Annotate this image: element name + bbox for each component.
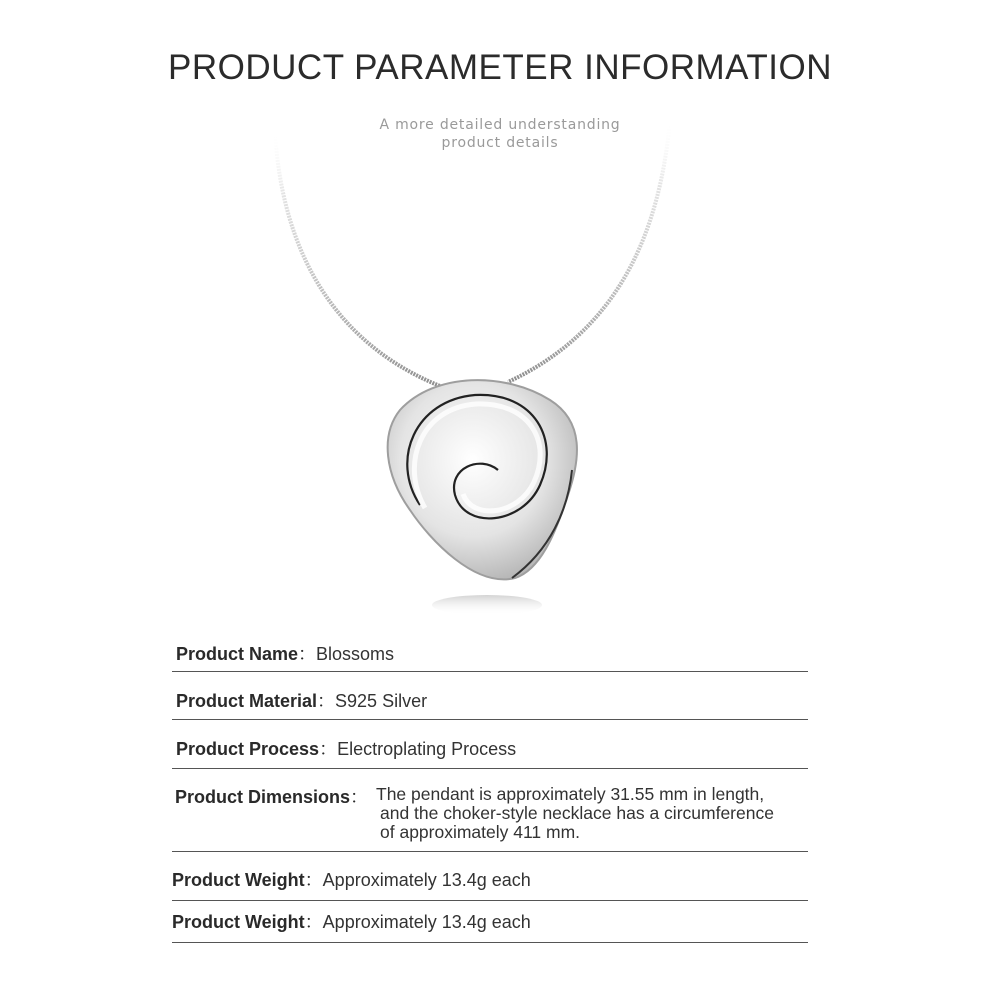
- param-separator: ：: [298, 644, 317, 664]
- param-value-multiline: [376, 785, 816, 842]
- necklace-pendant-image: [250, 110, 750, 630]
- pendant-reflection: [432, 595, 542, 615]
- param-separator: ：: [317, 691, 336, 711]
- param-value-line: The pendant is approximately 31.55 mm in length,: [376, 784, 765, 804]
- param-value: Electroplating Process: [337, 739, 517, 759]
- param-separator: ：: [319, 739, 338, 759]
- param-row-weight-duplicate: [172, 908, 808, 943]
- param-value-line: of approximately 411 mm.: [380, 822, 581, 842]
- param-row-dimensions: [172, 783, 808, 852]
- param-value-line: and the choker-style necklace has a circumference: [380, 803, 774, 823]
- param-label: Product Material: [176, 691, 318, 711]
- param-value: Approximately 13.4g each: [322, 870, 531, 890]
- param-label: Product Process: [176, 739, 320, 759]
- chain-left: [275, 130, 445, 388]
- chain-right: [508, 120, 670, 382]
- param-label: Product Name: [176, 644, 299, 664]
- param-separator: ：: [304, 912, 323, 932]
- param-value: S925 Silver: [335, 691, 428, 711]
- param-row-process: [172, 735, 808, 769]
- param-separator: ：: [304, 870, 323, 890]
- param-label: Product Dimensions: [175, 787, 351, 807]
- param-separator: ：: [350, 787, 369, 807]
- subtitle-line-2: product details: [441, 135, 559, 151]
- param-row-name: [172, 640, 808, 672]
- param-value: Approximately 13.4g each: [322, 912, 531, 932]
- subtitle-line-1: A more detailed understanding: [379, 117, 621, 133]
- param-label: Product Weight: [172, 870, 305, 890]
- param-label: Product Weight: [172, 912, 305, 932]
- param-row-weight: [172, 866, 808, 901]
- param-row-material: [172, 687, 808, 720]
- page-title: PRODUCT PARAMETER INFORMATION: [168, 48, 832, 87]
- param-value: Blossoms: [316, 644, 395, 664]
